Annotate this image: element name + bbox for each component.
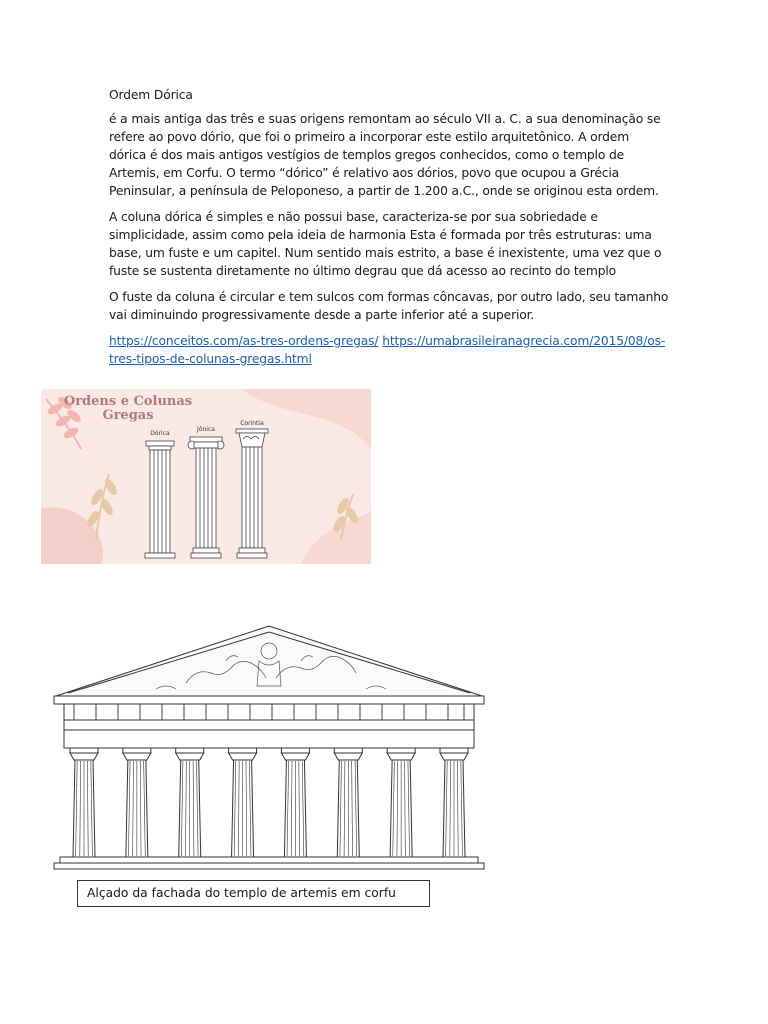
architrave <box>64 720 474 730</box>
temple-column <box>176 748 204 857</box>
temple-column <box>440 748 468 857</box>
architrave-band <box>64 730 474 748</box>
link-umabrasileiranagrecia[interactable]: https://umabrasileiranagrecia.com/2015/08/os-tres-tipos-de-colunas-gregas.html <box>109 334 666 366</box>
temple-column <box>70 748 98 857</box>
temple-column <box>334 748 362 857</box>
link-conceitos[interactable]: https://conceitos.com/as-tres-ordens-gregas/ <box>109 334 379 348</box>
greek-orders-illustration <box>41 389 371 564</box>
figure-title-line2: Gregas <box>102 408 154 423</box>
cornice <box>54 696 484 704</box>
links-paragraph <box>109 332 669 368</box>
page-title: Ordem Dórica <box>109 88 193 102</box>
step <box>54 863 484 869</box>
label-jonica: Jônica <box>197 426 215 433</box>
temple-elevation-figure <box>46 621 492 876</box>
paragraph-3: O fuste da coluna é circular e tem sulcos com formas côncavas, por outro lado, seu tamanho vai diminuindo progressivamente desde a parte inferior até a superior. <box>109 290 669 322</box>
label-dorica: Dórica <box>150 430 170 437</box>
temple-columns <box>70 748 468 857</box>
temple-column <box>229 748 257 857</box>
paragraph-2: A coluna dórica é simples e não possui base, caracteriza-se por sua sobriedade e simplicidade, assim como pela ideia de harmonia Esta é formada por três estruturas: uma base, um fuste e um capitel. Num sentido mais estrito, a base é inexistente, uma vez que o fuste se sustenta diretamente no último degrau que dá acesso ao recinto do templo <box>109 210 662 278</box>
temple-column <box>123 748 151 857</box>
figure-caption: Alçado da fachada do templo de artemis em corfu <box>77 880 430 907</box>
greek-orders-figure <box>41 389 371 564</box>
figure-title-line1: Ordens e Colunas <box>63 394 193 409</box>
text-block <box>109 86 669 376</box>
label-corintia: Coríntia <box>240 420 264 427</box>
stylobate <box>60 857 478 863</box>
temple-elevation-drawing <box>46 621 492 876</box>
pediment <box>56 626 482 696</box>
frieze <box>64 704 474 720</box>
paragraph-1: é a mais antiga das três e suas origens remontam ao século VII a. C. a sua denominação se refere ao povo dório, que foi o primeiro a incorporar este estilo arquitetônico. A ordem dórica é dos mais antigos vestígios de templos gregos conhecidos, como o templo de Artemis, em Corfu. O termo “dórico” é relativo aos dórios, povo que ocupou a Grécia Peninsular, a península de Peloponeso, a partir de 1.200 a.C., onde se originou esta ordem. <box>109 112 661 198</box>
temple-column <box>387 748 415 857</box>
temple-column <box>281 748 309 857</box>
